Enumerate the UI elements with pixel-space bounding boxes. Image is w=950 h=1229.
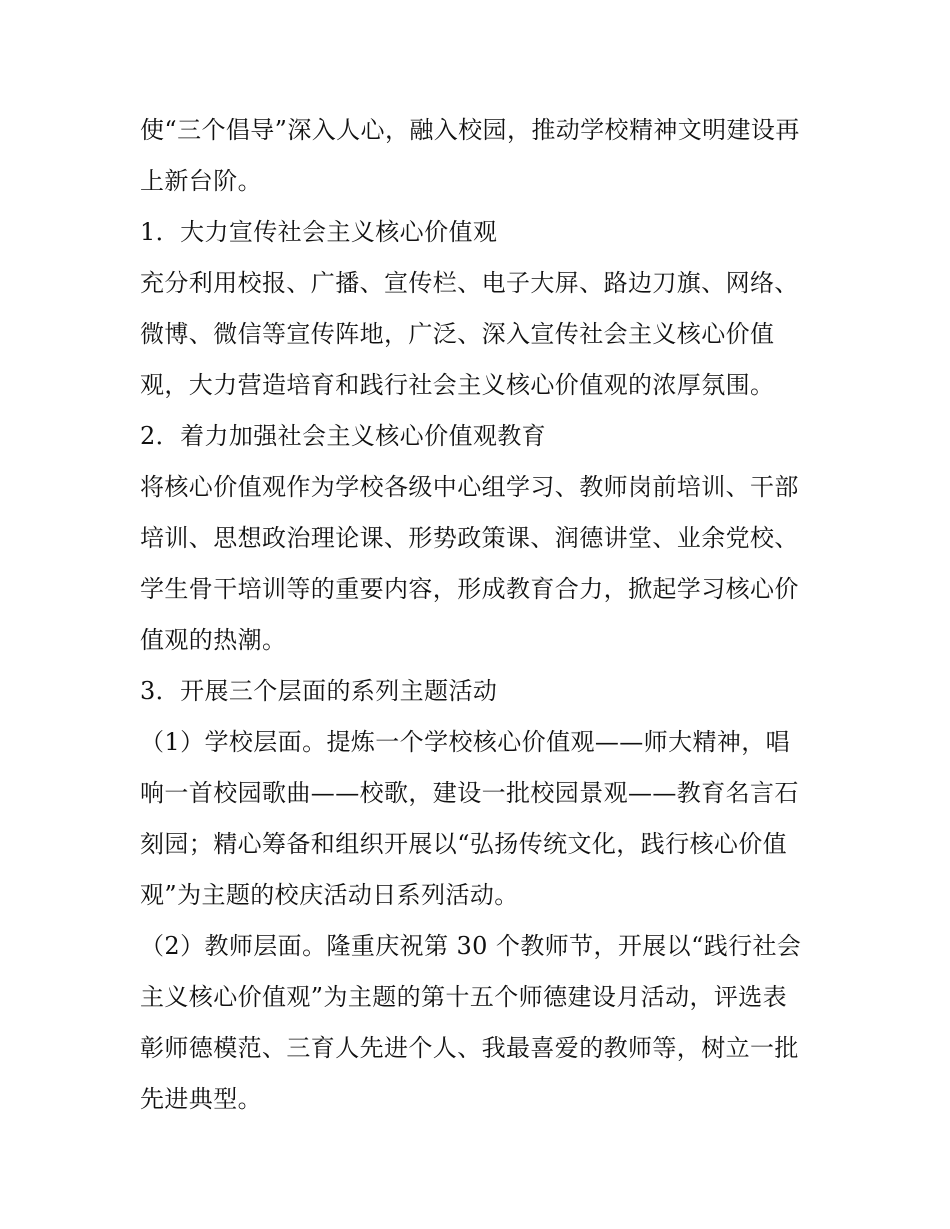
paragraph-line: 刻园；精心筹备和组织开展以“弘扬传统文化，践行核心价值 [140,830,788,858]
paragraph-line: 观，大力营造培育和践行社会主义核心价值观的浓厚氛围。 [140,371,775,399]
paragraph-line: 值观的热潮。 [140,626,287,654]
paragraph-line: 上新台阶。 [140,167,262,195]
section-heading: 3．开展三个层面的系列主题活动 [140,677,498,705]
paragraph-line: 彰师德模范、三育人先进个人、我最喜爱的教师等，树立一批 [140,1034,799,1062]
section-heading: 2．着力加强社会主义核心价值观教育 [140,422,547,450]
paragraph-line: （1）学校层面。提炼一个学校核心价值观——师大精神，唱 [140,728,791,756]
paragraph-line: （2）教师层面。隆重庆祝第 30 个教师节，开展以“践行社会 [140,932,802,960]
paragraph-line: 先进典型。 [140,1085,262,1113]
document-body [140,105,820,1125]
paragraph-line: 观”为主题的校庆活动日系列活动。 [140,881,519,909]
paragraph-line: 响一首校园歌曲——校歌，建设一批校园景观——教育名言石 [140,779,799,807]
paragraph-line: 培训、思想政治理论课、形势政策课、润德讲堂、业余党校、 [140,524,799,552]
paragraph-line: 将核心价值观作为学校各级中心组学习、教师岗前培训、干部 [140,473,799,501]
paragraph-line: 使“三个倡导”深入人心，融入校园，推动学校精神文明建设再 [140,116,800,144]
paragraph-line: 充分利用校报、广播、宣传栏、电子大屏、路边刀旗、网络、 [140,269,799,297]
paragraph-line: 学生骨干培训等的重要内容，形成教育合力，掀起学习核心价 [140,575,799,603]
paragraph-line: 微博、微信等宣传阵地，广泛、深入宣传社会主义核心价值 [140,320,775,348]
paragraph-line: 主义核心价值观”为主题的第十五个师德建设月活动，评选表 [140,983,788,1011]
section-heading: 1．大力宣传社会主义核心价值观 [140,218,498,246]
